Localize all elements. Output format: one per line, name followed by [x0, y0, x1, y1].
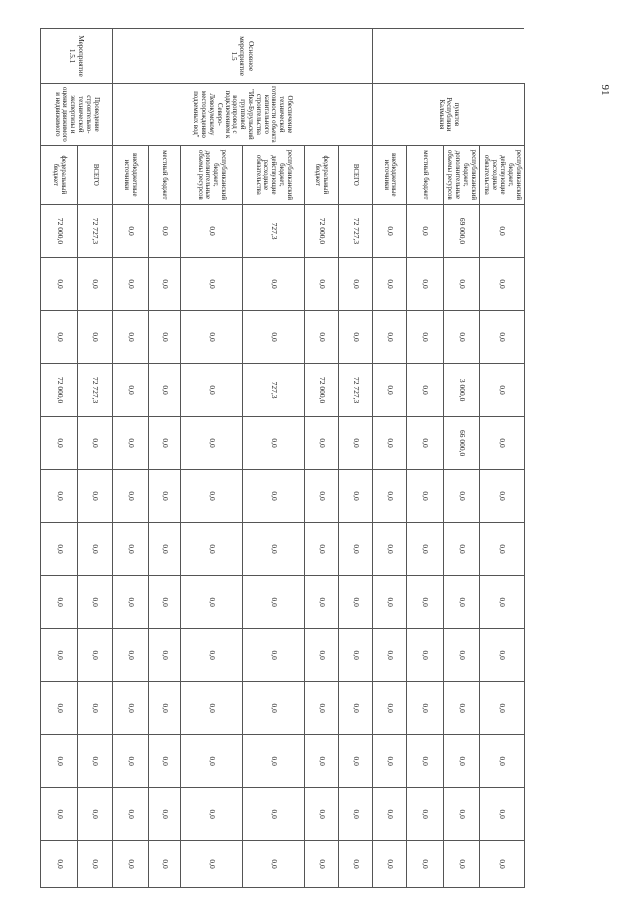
value-cell: 0,0: [338, 417, 372, 470]
value-cell: 0,0: [180, 311, 242, 364]
value-cell: 0,0: [41, 629, 78, 682]
value-cell: 0,0: [41, 258, 78, 311]
value-cell: 66 000,0: [443, 417, 480, 470]
value-cell: 0,0: [304, 258, 338, 311]
table-row: [407, 29, 443, 888]
value-cell: 0,0: [304, 629, 338, 682]
value-cell: 0,0: [148, 788, 180, 841]
value-cell: 0,0: [112, 311, 148, 364]
value-cell: 0,0: [78, 629, 112, 682]
value-cell: 0,0: [180, 523, 242, 576]
value-cell: 0,0: [480, 523, 525, 576]
value-cell: 0,0: [148, 629, 180, 682]
value-cell: 0,0: [338, 841, 372, 888]
value-cell: 0,0: [304, 841, 338, 888]
value-cell: 0,0: [148, 841, 180, 888]
value-cell: 727,3: [242, 364, 304, 417]
value-cell: 0,0: [407, 470, 443, 523]
funding-source-cell: федеральный бюджет: [41, 145, 78, 204]
funding-source-cell: внебюджетные источники: [373, 145, 407, 204]
value-cell: 0,0: [373, 576, 407, 629]
table-row: [78, 29, 112, 888]
value-cell: 0,0: [443, 523, 480, 576]
value-cell: 0,0: [112, 470, 148, 523]
value-cell: 0,0: [180, 682, 242, 735]
value-cell: 0,0: [112, 205, 148, 258]
value-cell: 0,0: [78, 470, 112, 523]
value-cell: 72 727,3: [78, 205, 112, 258]
funding-source-cell: республиканский бюджет, действующие расходные обязательства: [242, 145, 304, 204]
value-cell: 0,0: [78, 788, 112, 841]
table-row: [304, 29, 338, 888]
value-cell: 0,0: [112, 735, 148, 788]
value-cell: 0,0: [480, 364, 525, 417]
table-row: [41, 29, 78, 888]
value-cell: 0,0: [304, 788, 338, 841]
value-cell: 0,0: [373, 417, 407, 470]
value-cell: 0,0: [480, 841, 525, 888]
value-cell: 0,0: [41, 841, 78, 888]
value-cell: 0,0: [112, 576, 148, 629]
value-cell: 0,0: [407, 523, 443, 576]
funding-source-cell: ВСЕГО: [78, 145, 112, 204]
main-activity-cell: [373, 29, 525, 84]
funding-source-cell: республиканский бюджет, дополнительные объемы ресурсов: [443, 145, 480, 204]
value-cell: 0,0: [41, 523, 78, 576]
value-cell: 0,0: [338, 682, 372, 735]
funding-source-cell: республиканский бюджет, дополнительные объемы ресурсов: [180, 145, 242, 204]
value-cell: 0,0: [180, 841, 242, 888]
table-row: [148, 29, 180, 888]
value-cell: 0,0: [242, 311, 304, 364]
value-cell: 0,0: [41, 788, 78, 841]
value-cell: 0,0: [112, 523, 148, 576]
value-cell: 0,0: [338, 311, 372, 364]
value-cell: 0,0: [78, 576, 112, 629]
table-row: [373, 29, 407, 888]
value-cell: 0,0: [373, 364, 407, 417]
value-cell: 0,0: [304, 735, 338, 788]
value-cell: 0,0: [41, 576, 78, 629]
value-cell: 0,0: [148, 364, 180, 417]
value-cell: 0,0: [443, 311, 480, 364]
value-cell: 0,0: [180, 788, 242, 841]
value-cell: 0,0: [480, 735, 525, 788]
value-cell: 0,0: [304, 417, 338, 470]
table-row: [480, 29, 525, 888]
value-cell: 0,0: [180, 576, 242, 629]
value-cell: 72 727,3: [338, 364, 372, 417]
value-cell: 0,0: [242, 735, 304, 788]
value-cell: 0,0: [338, 470, 372, 523]
value-cell: 0,0: [373, 788, 407, 841]
value-cell: 0,0: [407, 258, 443, 311]
main-activity-cell: Мероприятие 1.5.1: [41, 29, 113, 84]
value-cell: 0,0: [443, 258, 480, 311]
value-cell: 0,0: [407, 417, 443, 470]
value-cell: 0,0: [304, 523, 338, 576]
value-cell: 72 727,3: [78, 364, 112, 417]
value-cell: 0,0: [78, 258, 112, 311]
value-cell: 0,0: [443, 629, 480, 682]
value-cell: 0,0: [304, 576, 338, 629]
value-cell: 0,0: [304, 311, 338, 364]
value-cell: 0,0: [373, 523, 407, 576]
main-activity-cell: Основное мероприятие 1.5: [112, 29, 372, 84]
value-cell: 0,0: [112, 682, 148, 735]
table-row: [242, 29, 304, 888]
value-cell: 0,0: [148, 523, 180, 576]
funding-source-cell: ВСЕГО: [338, 145, 372, 204]
rotated-table-container: [40, 28, 525, 888]
value-cell: 0,0: [407, 682, 443, 735]
value-cell: 0,0: [242, 470, 304, 523]
value-cell: 0,0: [112, 788, 148, 841]
value-cell: 0,0: [443, 735, 480, 788]
value-cell: 0,0: [41, 735, 78, 788]
value-cell: 0,0: [407, 841, 443, 888]
value-cell: 0,0: [338, 735, 372, 788]
funding-source-cell: внебюджетные источники: [112, 145, 148, 204]
value-cell: 0,0: [180, 629, 242, 682]
value-cell: 0,0: [180, 205, 242, 258]
value-cell: 0,0: [180, 364, 242, 417]
table-row: [180, 29, 242, 888]
value-cell: 0,0: [78, 523, 112, 576]
value-cell: 72 000,0: [304, 364, 338, 417]
funding-source-cell: республиканский бюджет, действующие расходные обязательства: [480, 145, 525, 204]
value-cell: 0,0: [112, 258, 148, 311]
value-cell: 72 000,0: [304, 205, 338, 258]
value-cell: 72 727,3: [338, 205, 372, 258]
value-cell: 0,0: [443, 841, 480, 888]
value-cell: 0,0: [373, 311, 407, 364]
value-cell: 0,0: [407, 311, 443, 364]
funding-source-cell: местный бюджет: [148, 145, 180, 204]
activity-name-cell: Обеспечение технической готовности объекта капитального строительства "Ики-Бурульский групповой водопровод с подключением к Северо-Левокумскому месторождению подземных вод": [112, 84, 372, 146]
value-cell: 0,0: [480, 682, 525, 735]
value-cell: 0,0: [242, 629, 304, 682]
value-cell: 0,0: [373, 258, 407, 311]
value-cell: 0,0: [338, 788, 372, 841]
activity-name-cell: Проведение строительно-технической экспертизы и оценки движимого и недвижимого: [41, 84, 113, 146]
value-cell: 0,0: [41, 311, 78, 364]
value-cell: 0,0: [407, 788, 443, 841]
page-number: 91: [599, 84, 611, 96]
value-cell: 0,0: [373, 629, 407, 682]
value-cell: 0,0: [78, 841, 112, 888]
value-cell: 0,0: [242, 788, 304, 841]
value-cell: 72 000,0: [41, 205, 78, 258]
funding-source-cell: федеральный бюджет: [304, 145, 338, 204]
value-cell: 0,0: [338, 258, 372, 311]
financing-table: [40, 28, 525, 888]
value-cell: 0,0: [480, 788, 525, 841]
value-cell: 0,0: [480, 258, 525, 311]
value-cell: 0,0: [373, 735, 407, 788]
value-cell: 0,0: [112, 364, 148, 417]
value-cell: 0,0: [443, 576, 480, 629]
value-cell: 0,0: [78, 735, 112, 788]
value-cell: 0,0: [373, 682, 407, 735]
value-cell: 0,0: [78, 311, 112, 364]
value-cell: 0,0: [373, 841, 407, 888]
value-cell: 0,0: [242, 258, 304, 311]
value-cell: 0,0: [480, 576, 525, 629]
value-cell: 0,0: [373, 470, 407, 523]
value-cell: 0,0: [304, 470, 338, 523]
value-cell: 0,0: [304, 682, 338, 735]
value-cell: 0,0: [443, 682, 480, 735]
value-cell: 0,0: [242, 417, 304, 470]
value-cell: 0,0: [41, 682, 78, 735]
value-cell: 0,0: [148, 205, 180, 258]
value-cell: 0,0: [180, 735, 242, 788]
value-cell: 0,0: [148, 417, 180, 470]
activity-name-cell: пунктов Республики Калмыкия: [373, 84, 525, 146]
value-cell: 0,0: [338, 629, 372, 682]
value-cell: 0,0: [148, 470, 180, 523]
value-cell: 0,0: [373, 205, 407, 258]
value-cell: 0,0: [242, 682, 304, 735]
value-cell: 0,0: [480, 205, 525, 258]
table-row: [338, 29, 372, 888]
value-cell: 727,3: [242, 205, 304, 258]
value-cell: 0,0: [443, 470, 480, 523]
value-cell: 0,0: [180, 417, 242, 470]
value-cell: 0,0: [480, 311, 525, 364]
value-cell: 0,0: [41, 470, 78, 523]
value-cell: 0,0: [148, 258, 180, 311]
value-cell: 0,0: [407, 576, 443, 629]
table-row: [443, 29, 480, 888]
value-cell: 0,0: [242, 523, 304, 576]
value-cell: 69 000,0: [443, 205, 480, 258]
value-cell: 0,0: [242, 841, 304, 888]
value-cell: 3 000,0: [443, 364, 480, 417]
value-cell: 0,0: [112, 417, 148, 470]
value-cell: 0,0: [338, 576, 372, 629]
value-cell: 0,0: [338, 523, 372, 576]
value-cell: 0,0: [41, 417, 78, 470]
value-cell: 0,0: [242, 576, 304, 629]
funding-source-cell: местный бюджет: [407, 145, 443, 204]
value-cell: 0,0: [78, 682, 112, 735]
value-cell: 0,0: [407, 205, 443, 258]
value-cell: 0,0: [148, 576, 180, 629]
value-cell: 0,0: [407, 629, 443, 682]
value-cell: 0,0: [480, 629, 525, 682]
table-row: [112, 29, 148, 888]
value-cell: 0,0: [148, 735, 180, 788]
value-cell: 0,0: [180, 258, 242, 311]
value-cell: 0,0: [480, 417, 525, 470]
value-cell: 0,0: [407, 364, 443, 417]
value-cell: 0,0: [148, 311, 180, 364]
value-cell: 72 000,0: [41, 364, 78, 417]
value-cell: 0,0: [443, 788, 480, 841]
value-cell: 0,0: [480, 470, 525, 523]
value-cell: 0,0: [148, 682, 180, 735]
value-cell: 0,0: [112, 629, 148, 682]
value-cell: 0,0: [78, 417, 112, 470]
value-cell: 0,0: [180, 470, 242, 523]
value-cell: 0,0: [407, 735, 443, 788]
value-cell: 0,0: [112, 841, 148, 888]
